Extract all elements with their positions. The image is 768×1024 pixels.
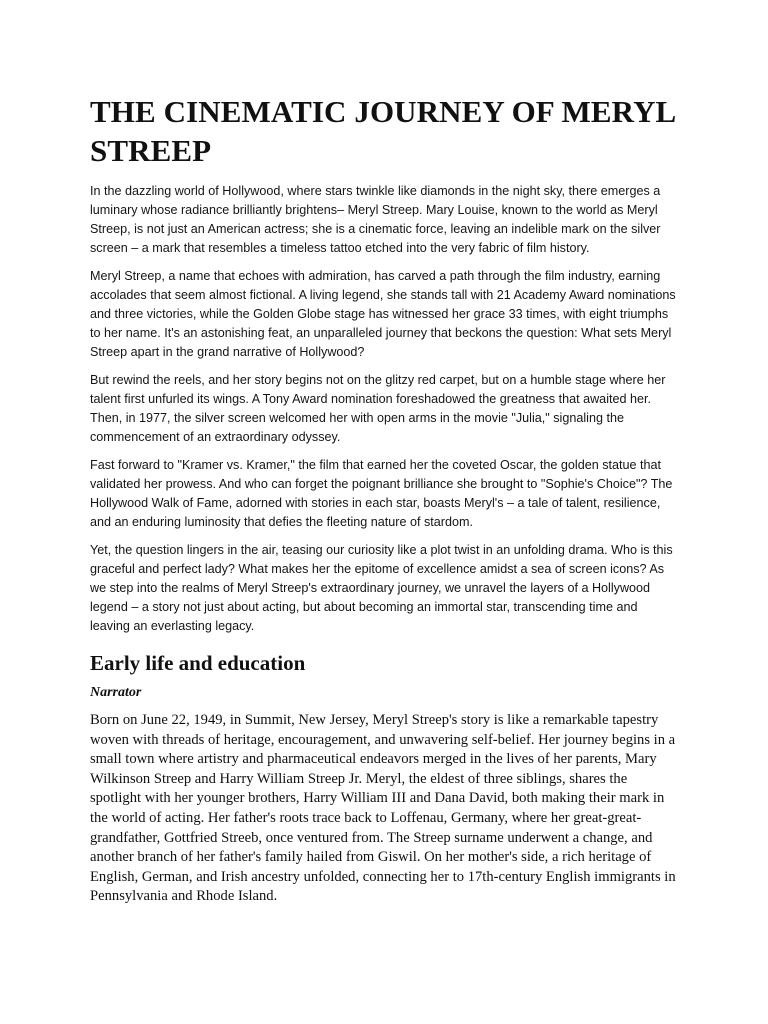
intro-paragraph-2: Meryl Streep, a name that echoes with admiration, has carved a path through the film industry, earning accolades that seem almost fictional. A living legend, she stands tall with 21 Academy Award nominations and three victories, while the Golden Globe stage has witnessed her grace 33 times, with eight triumphs to her name. It's an astonishing feat, an unparalleled journey that beckons the question: What sets Meryl Streep apart in the grand narrative of Hollywood? <box>90 269 676 359</box>
section-body <box>90 711 678 907</box>
intro-paragraph-1: In the dazzling world of Hollywood, where stars twinkle like diamonds in the night sky, there emerges a luminary whose radiance brilliantly brightens– Meryl Streep. Mary Louise, known to the world as Meryl Streep, is not just an American actress; she is a cinematic force, leaving an indelible mark on the silver screen – a mark that resembles a timeless tattoo etched into the very fabric of film history. <box>90 184 661 255</box>
section-paragraph: Born on June 22, 1949, in Summit, New Jersey, Meryl Streep's story is like a remarkable tapestry woven with threads of heritage, encouragement, and unwavering self-belief. Her journey begins in a small town where artistry and pharmaceutical endeavors merged in the lives of her parents, Mary Wilkinson Streep and Harry William Streep Jr. Meryl, the eldest of three siblings, shares the spotlight with her younger brothers, Harry William III and Dana David, both making their mark in the world of acting. Her father's roots trace back to Loffenau, Germany, where her great-great-grandfather, Gottfried Streeb, once ventured from. The Streep surname underwent a change, and another branch of her father's family hailed from Giswil. On her mother's side, a rich heritage of English, German, and Irish ancestry unfolded, connecting her to 17th-century English immigrants in Pennsylvania and Rhode Island. <box>90 712 676 905</box>
document-title: THE CINEMATIC JOURNEY OF MERYL STREEP <box>90 94 675 168</box>
intro-paragraph-5: Yet, the question lingers in the air, teasing our curiosity like a plot twist in an unfolding drama. Who is this graceful and perfect lady? What makes her the epitome of excellence amidst a sea of screen icons? As we step into the realms of Meryl Streep's extraordinary journey, we unravel the layers of a Hollywood legend – a story not just about acting, but about becoming an immortal star, transcending time and leaving an everlasting legacy. <box>90 543 673 633</box>
intro-paragraph-4: Fast forward to "Kramer vs. Kramer," the film that earned her the coveted Oscar, the golden statue that validated her prowess. And who can forget the poignant brilliance she brought to "Sophie's Choice"? The Hollywood Walk of Fame, adorned with stories in each star, boasts Meryl's – a tale of talent, resilience, and an enduring luminosity that defies the fleeting nature of stardom. <box>90 458 673 529</box>
intro-section <box>90 182 678 636</box>
section-heading: Early life and education <box>90 651 306 675</box>
intro-paragraph-3: But rewind the reels, and her story begins not on the glitzy red carpet, but on a humble stage where her talent first unfurled its wings. A Tony Award nomination foreshadowed the greatness that awaited her. Then, in 1977, the silver screen welcomed her with open arms in the movie "Julia," signaling the commencement of an extraordinary odyssey. <box>90 373 666 444</box>
speaker-label: Narrator <box>90 685 142 700</box>
